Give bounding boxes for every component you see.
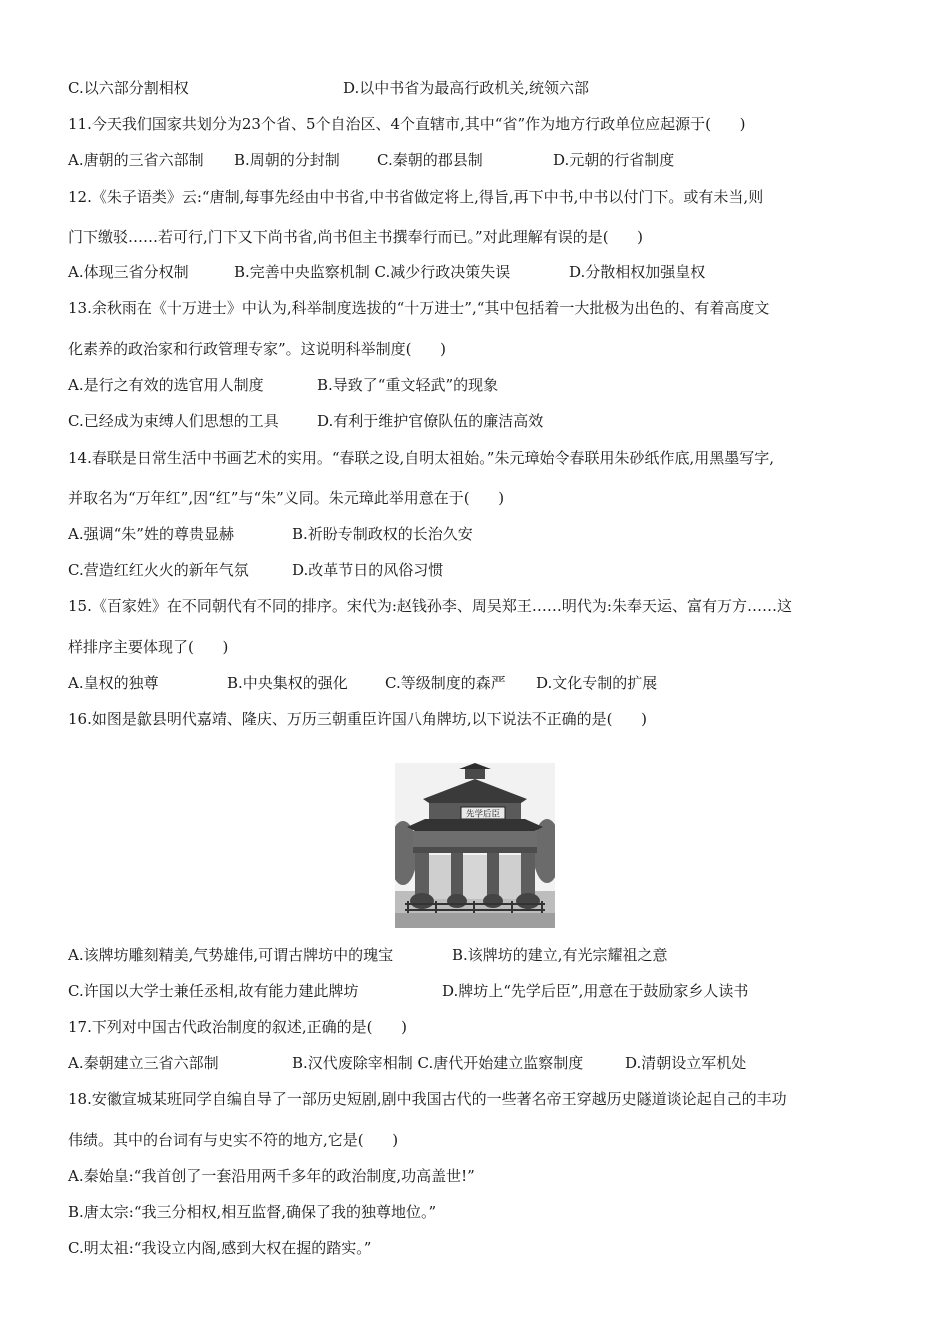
q17-option-d: D.清朝设立军机处: [625, 1054, 747, 1072]
q13-option-d: D.有利于维护官僚队伍的廉洁高效: [317, 412, 544, 430]
q15-option-b: B.中央集权的强化: [227, 674, 348, 692]
q16-option-a: A.该牌坊雕刻精美,气势雄伟,可谓古牌坊中的瑰宝: [68, 946, 394, 964]
q16-option-d: D.牌坊上“先学后臣”,用意在于鼓励家乡人读书: [442, 982, 749, 1000]
q13-stem-line2: 化素养的政治家和行政管理专家”。这说明科举制度( ): [68, 340, 446, 358]
q18-stem-line1: 18.安徽宣城某班同学自编自导了一部历史短剧,剧中我国古代的一些著名帝王穿越历史隧道谈论起自己的丰功: [68, 1090, 787, 1108]
q13-option-b: B.导致了“重文轻武”的现象: [317, 376, 499, 394]
q12-option-a: A.体现三省分权制: [68, 263, 189, 281]
q11-option-c: C.秦朝的郡县制: [377, 151, 483, 169]
q12-option-bc: B.完善中央监察机制 C.减少行政决策失误: [234, 263, 511, 281]
q14-stem-line1: 14.春联是日常生活中书画艺术的实用。“春联之设,自明太祖始。”朱元璋始令春联用朱砂纸作底,用黑墨写字,: [68, 449, 775, 467]
q15-stem-line1: 15.《百家姓》在不同朝代有不同的排序。宋代为:赵钱孙李、周吴郑王……明代为:朱奉天运、富有万方……这: [68, 597, 792, 615]
q14-stem-line2: 并取名为“万年红”,因“红”与“朱”义同。朱元璋此举用意在于( ): [68, 489, 505, 507]
q14-option-a: A.强调“朱”姓的尊贵显赫: [68, 525, 234, 543]
q14-option-b: B.祈盼专制政权的长治久安: [292, 525, 473, 543]
q10-option-d: D.以中书省为最高行政机关,统领六部: [343, 79, 590, 97]
q12-stem-line1: 12.《朱子语类》云:“唐制,每事先经由中书省,中书省做定将上,得旨,再下中书,中书以付门下。或有未当,则: [68, 188, 764, 206]
q18-option-b: B.唐太宗:“我三分相权,相互监督,确保了我的独尊地位。”: [68, 1203, 437, 1221]
q15-option-a: A.皇权的独尊: [68, 674, 159, 692]
q12-stem-line2: 门下缴驳……若可行,门下又下尚书省,尚书但主书撰奉行而已。”对此理解有误的是( ): [68, 228, 644, 246]
q16-option-c: C.许国以大学士兼任丞相,故有能力建此牌坊: [68, 982, 359, 1000]
q16-stem: 16.如图是歙县明代嘉靖、隆庆、万历三朝重臣许国八角牌坊,以下说法不正确的是( ): [68, 710, 647, 728]
q15-stem-line2: 样排序主要体现了( ): [68, 638, 229, 656]
q11-stem: 11.今天我们国家共划分为23个省、5个自治区、4个直辖市,其中“省”作为地方行政单位应起源于( ): [68, 115, 746, 133]
q10-option-c: C.以六部分割相权: [68, 79, 189, 97]
q18-option-c: C.明太祖:“我设立内阁,感到大权在握的踏实。”: [68, 1239, 372, 1257]
q13-option-c: C.已经成为束缚人们思想的工具: [68, 412, 279, 430]
q18-option-a: A.秦始皇:“我首创了一套沿用两千多年的政治制度,功高盖世!”: [68, 1167, 475, 1185]
q17-option-a: A.秦朝建立三省六部制: [68, 1054, 219, 1072]
q11-option-d: D.元朝的行省制度: [553, 151, 675, 169]
q14-option-c: C.营造红红火火的新年气氛: [68, 561, 249, 579]
plaque-inscription: 先学后臣: [465, 809, 501, 820]
paifang-photo: [395, 763, 555, 928]
q14-option-d: D.改革节日的风俗习惯: [292, 561, 444, 579]
q11-option-b: B.周朝的分封制: [234, 151, 340, 169]
q13-stem-line1: 13.余秋雨在《十万进士》中认为,科举制度选拔的“十万进士”,“其中包括着一大批极为出色的、有着高度文: [68, 299, 770, 317]
q12-option-d: D.分散相权加强皇权: [569, 263, 706, 281]
q15-option-c: C.等级制度的森严: [385, 674, 506, 692]
q13-option-a: A.是行之有效的选官用人制度: [68, 376, 264, 394]
q16-option-b: B.该牌坊的建立,有光宗耀祖之意: [452, 946, 668, 964]
q11-option-a: A.唐朝的三省六部制: [68, 151, 204, 169]
q15-option-d: D.文化专制的扩展: [536, 674, 658, 692]
q17-stem: 17.下列对中国古代政治制度的叙述,正确的是( ): [68, 1018, 407, 1036]
q17-option-bc: B.汉代废除宰相制 C.唐代开始建立监察制度: [292, 1054, 584, 1072]
q18-stem-line2: 伟绩。其中的台词有与史实不符的地方,它是( ): [68, 1131, 399, 1149]
